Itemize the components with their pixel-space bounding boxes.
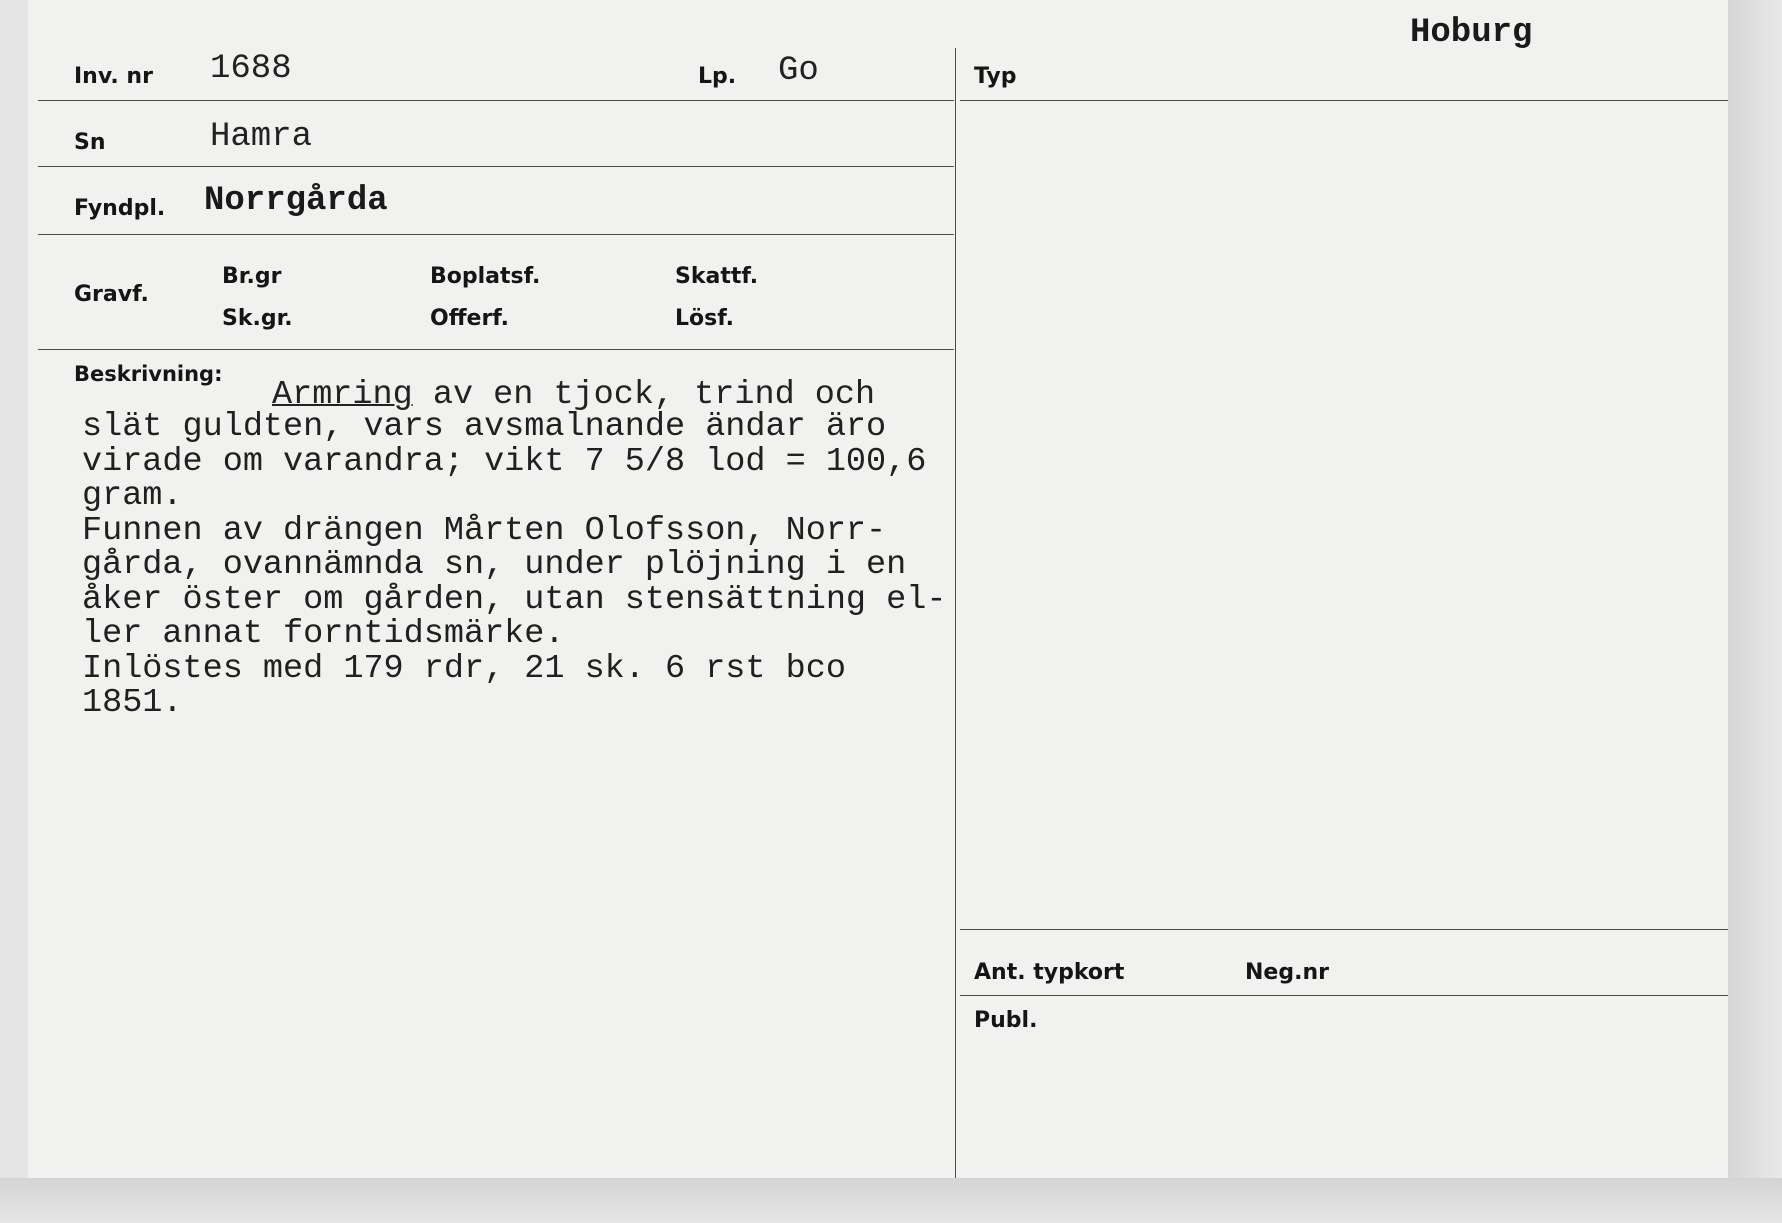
divider (960, 995, 1728, 996)
sn-value: Hamra (210, 118, 313, 156)
divider (38, 166, 954, 167)
beskrivning-label: Beskrivning: (74, 362, 223, 386)
lp-label: Lp. (698, 64, 737, 89)
boplatsf-option: Boplatsf. (430, 264, 541, 289)
sn-label: Sn (74, 130, 106, 155)
inv-nr-value: 1688 (210, 50, 292, 88)
publ-label: Publ. (974, 1008, 1038, 1033)
description-line: åker öster om gården, utan stensättning el- (82, 580, 947, 619)
lp-value: Go (778, 52, 819, 90)
gravf-label: Gravf. (74, 282, 149, 307)
typ-label: Typ (974, 64, 1017, 89)
losf-option: Lösf. (675, 306, 734, 331)
description-line: virade om varandra; vikt 7 5/8 lod = 100,6 (82, 442, 927, 481)
description-line: slät guldten, vars avsmalnande ändar äro (82, 408, 887, 446)
description-line: gram. (82, 477, 183, 515)
divider (960, 100, 1728, 101)
neg-nr-label: Neg.nr (1245, 960, 1329, 985)
object-name: Armring (272, 376, 413, 414)
divider (38, 349, 954, 350)
sk-gr-option: Sk.gr. (222, 306, 293, 331)
corner-heading: Hoburg (1410, 14, 1533, 52)
divider (38, 234, 954, 235)
offerf-option: Offerf. (430, 306, 510, 331)
description-first-line-rest: av en tjock, trind och (412, 376, 876, 414)
divider (960, 929, 1728, 930)
description-line: ler annat forntidsmärke. (82, 615, 565, 653)
description-line: Inlöstes med 179 rdr, 21 sk. 6 rst bco (82, 649, 846, 688)
br-gr-option: Br.gr (222, 264, 282, 289)
inv-nr-label: Inv. nr (74, 64, 153, 89)
divider (38, 100, 954, 101)
ant-typkort-label: Ant. typkort (974, 960, 1125, 985)
card-edge-shadow (1728, 0, 1782, 1223)
description-line: Funnen av drängen Mårten Olofsson, Norr- (82, 511, 887, 550)
description-line: 1851. (82, 684, 183, 722)
description-text (82, 410, 946, 721)
description-line: gårda, ovannämnda sn, under plöjning i en (82, 546, 907, 584)
column-divider (955, 48, 956, 1178)
card-bottom-shadow (0, 1178, 1782, 1223)
fyndpl-label: Fyndpl. (74, 196, 166, 221)
fyndpl-value: Norrgårda (204, 182, 388, 220)
skattf-option: Skattf. (675, 264, 759, 289)
